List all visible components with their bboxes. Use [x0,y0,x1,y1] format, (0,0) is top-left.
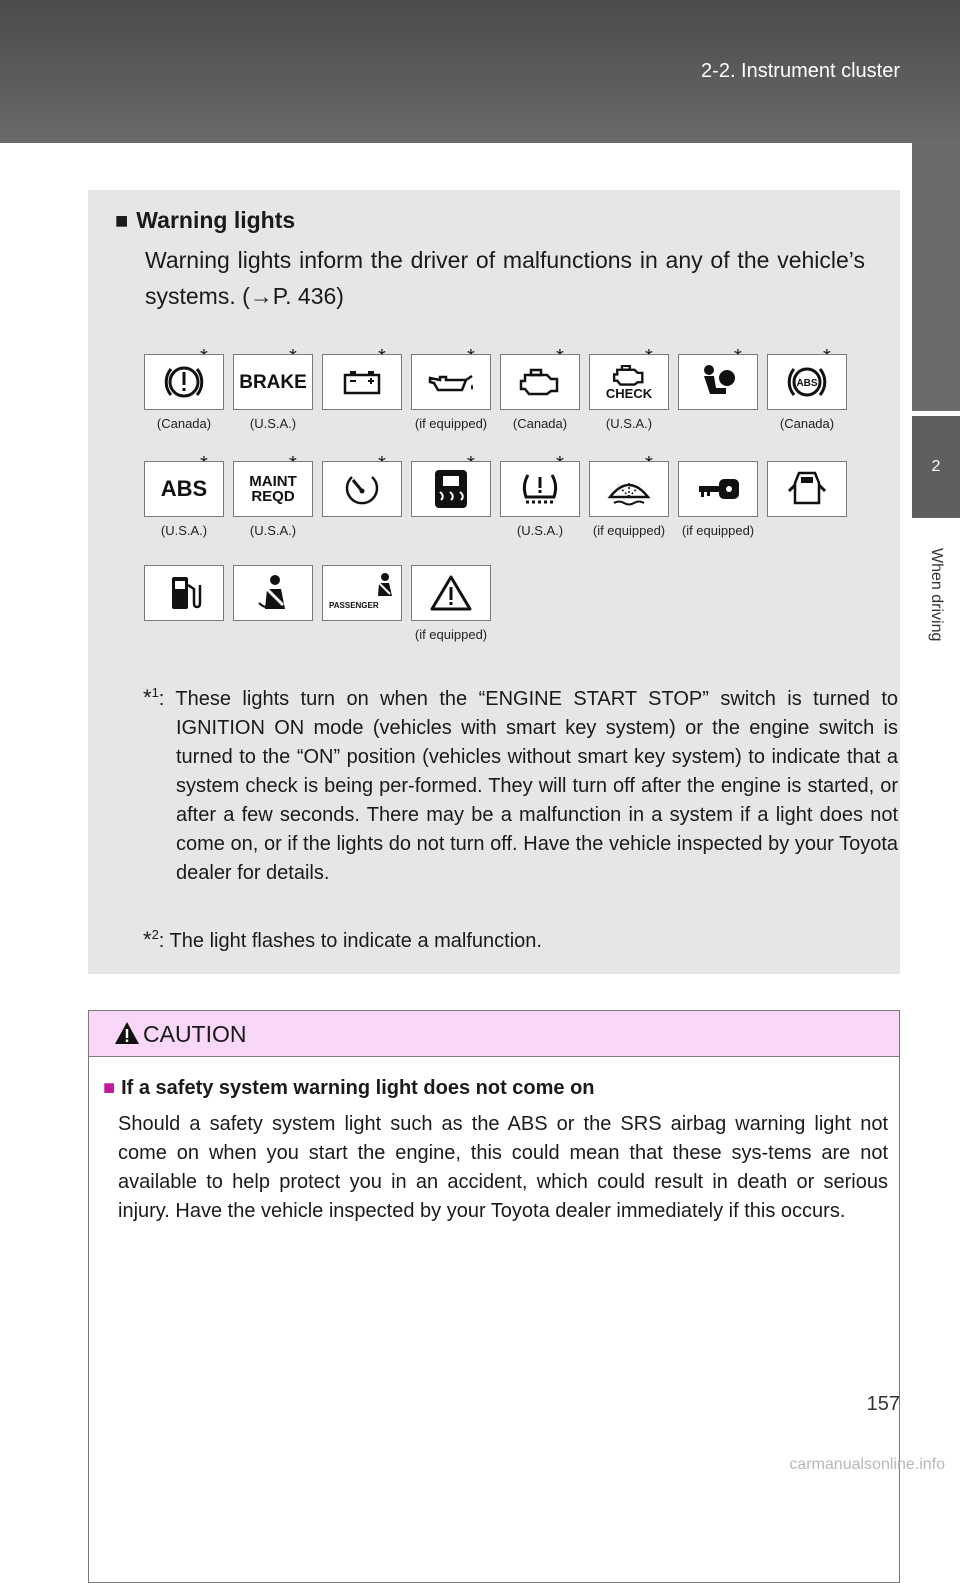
warning-lights-description: Warning lights inform the driver of malfunctions in any of the vehicle’s systems. (→P. 436) [145,247,865,309]
abs-text-icon: ABS [144,461,224,517]
indicator-note: (if equipped) [592,523,666,538]
low-fuel-icon [144,565,224,621]
heading-text: Warning lights [136,207,296,233]
side-tab-bar [912,143,960,411]
caution-box [88,1010,900,1583]
indicator-note: (if equipped) [414,416,488,431]
warning-triangle-icon [114,1021,140,1045]
check-engine-icon [500,354,580,410]
indicator-note: (U.S.A.) [605,416,653,431]
washer-fluid-icon [589,461,669,517]
indicator-note: (Canada) [512,416,568,431]
page-number: 157 [866,1393,900,1415]
brake-text-icon: BRAKE [233,354,313,410]
brake-warning-circle-icon [144,354,224,410]
srs-airbag-icon [678,354,758,410]
watermark: carmanualsonline.info [789,1456,945,1473]
footnote-2: *$^2$: The light flashes to indicate a malfunction. [143,927,542,952]
oil-pressure-icon [411,354,491,410]
maint-reqd-icon: MAINT REQD [233,461,313,517]
driver-seatbelt-icon [233,565,313,621]
caution-heading: ■ If a safety system warning light does not come on [103,1077,595,1099]
indicator-note: (U.S.A.) [249,523,297,538]
speedometer-icon [322,461,402,517]
page-header [0,0,960,143]
abs-circle-icon [767,354,847,410]
indicator-note: (U.S.A.) [249,416,297,431]
warning-lights-heading [115,207,295,234]
check-engine-text-icon: CHECK [589,354,669,410]
open-door-icon [767,461,847,517]
battery-charging-icon [322,354,402,410]
indicator-note: (Canada) [779,416,835,431]
caution-title: CAUTION [143,1021,247,1047]
caution-header [89,1011,899,1057]
chapter-label: When driving [928,548,945,642]
warning-lights-box [88,190,900,974]
section-title: 2-2. Instrument cluster [701,60,900,82]
chapter-label-tab [912,520,960,670]
indicator-note: (Canada) [156,416,212,431]
heading-square-marker: ■ [115,208,129,233]
slip-indicator-icon [411,461,491,517]
svg-text:ABS: ABS [796,378,818,389]
indicator-note: (U.S.A.) [160,523,208,538]
caution-body: Should a safety system light such as the ABS or the SRS airbag warning light not come on when you start the engine, this could mean that these sys-tems are not available to help protect you in an accident, which could result in death or serious injury. Have the vehicle inspected by your Toyota dealer immediately if this occurs. [118,1113,888,1222]
master-warning-icon [411,565,491,621]
indicator-note: (if equipped) [681,523,755,538]
caution-square-marker: ■ [103,1077,116,1099]
indicator-note: (if equipped) [414,627,488,642]
tire-pressure-icon [500,461,580,517]
key-icon [678,461,758,517]
footnote-1: *$^1$: These lights turn on when the “ENGINE START STOP” switch is turned to IGNITION ON mode (vehicles with smart key system) or the engine switch is turned to the “ON” position (vehicles without smart key system) to indicate that a system check is being per-formed. They will turn off after the engine is started, or after a few seconds. There may be a malfunction in a system if a light does not come on, or if the lights do not turn off. Have the vehicle inspected by your Toyota dealer for details. [143,685,898,884]
indicator-note: (U.S.A.) [516,523,564,538]
chapter-number-tab: 2 [912,416,960,518]
passenger-seatbelt-icon: PASSENGER [322,565,402,621]
